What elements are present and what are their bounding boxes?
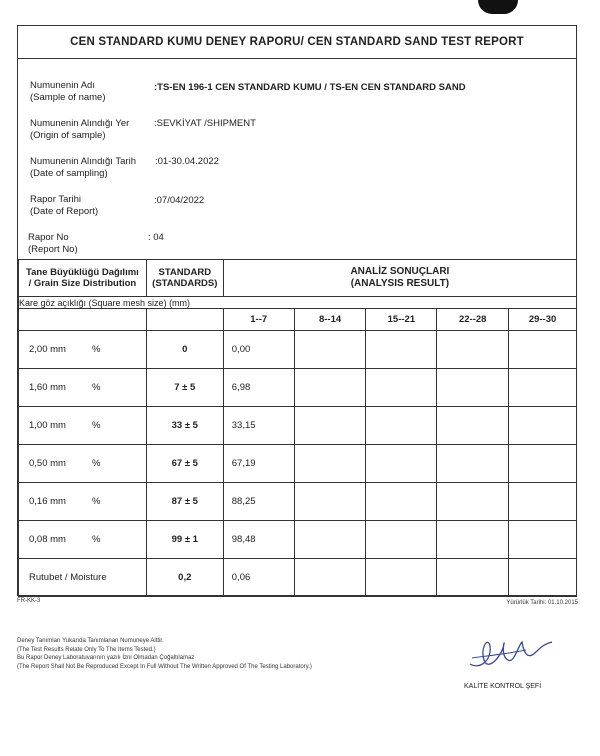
results-table	[18, 259, 577, 597]
field-origin-value: :SEVKİYAT /SHIPMENT	[154, 118, 256, 129]
standard-value: 0,2	[146, 559, 223, 597]
table-row	[19, 483, 577, 521]
grain-size-header: Tane Büyüklüğü Dağılımı / Grain Size Distribution	[19, 260, 147, 297]
company-logo	[478, 0, 518, 14]
standard-value: 99 ± 1	[146, 521, 223, 559]
result-value: 0,00	[223, 331, 294, 369]
table-row	[19, 369, 577, 407]
result-value: 6,98	[223, 369, 294, 407]
analysis-header: ANALİZ SONUÇLARI (ANALYSIS RESULT)	[223, 260, 576, 297]
table-row	[19, 559, 577, 597]
unit-label: %	[91, 496, 101, 507]
table-row	[19, 445, 577, 483]
period-header: 8--14	[294, 309, 366, 331]
unit-label: %	[91, 458, 101, 469]
period-header: 15--21	[366, 309, 437, 331]
size-label: 1,60 mm	[29, 382, 66, 393]
size-label: Rutubet / Moisture	[29, 572, 107, 583]
unit-label: %	[91, 382, 101, 393]
field-sample-name-label: Numunenin Adı (Sample of name)	[30, 80, 106, 103]
field-sampling-date-value: :01-30.04.2022	[155, 156, 219, 167]
size-label: 1,00 mm	[29, 420, 66, 431]
unit-label: %	[91, 420, 101, 431]
standard-value: 33 ± 5	[146, 407, 223, 445]
field-report-no-value: : 04	[148, 232, 164, 243]
field-sample-name-value: :TS-EN 196-1 CEN STANDARD KUMU / TS-EN CEN STANDARD SAND	[154, 82, 466, 93]
signature-icon	[466, 630, 556, 680]
standard-value: 67 ± 5	[146, 445, 223, 483]
table-row	[19, 407, 577, 445]
size-label: 0,16 mm	[29, 496, 66, 507]
result-value: 98,48	[223, 521, 294, 559]
size-label: 2,00 mm	[29, 344, 66, 355]
unit-label: %	[91, 344, 101, 355]
period-header: 22--28	[437, 309, 509, 331]
standard-header: STANDARD (STANDARDS)	[146, 260, 223, 297]
size-label: 0,50 mm	[29, 458, 66, 469]
footer-notes: Deney Tanımları Yukarıda Tanımlanan Numuneye Aittir. (The Test Results Relate Only To The Items Tested.) Bu Rapor Deney Laboratuvarının yazılı İzni Olmadan Çoğaltılamaz (The Report Shall Not Be Reproduced Except In Full Without The Written Approved Of The Testing Laboratory.)	[17, 638, 312, 670]
signature-label: KALİTE KONTROL ŞEFİ	[464, 683, 542, 690]
result-value: 0,06	[223, 559, 294, 597]
field-report-no-label: Rapor No (Report No)	[28, 232, 78, 255]
field-report-date-label: Rapor Tarihi (Date of Report)	[30, 194, 99, 217]
table-row	[19, 521, 577, 559]
mesh-size-label: Kare göz açıklığı (Square mesh size) (mm)	[19, 297, 577, 309]
period-header: 1--7	[223, 309, 294, 331]
field-origin-label: Numunenin Alındığı Yer (Origin of sample)	[30, 118, 130, 141]
standard-value: 87 ± 5	[146, 483, 223, 521]
report-title: CEN STANDARD KUMU DENEY RAPORU/ CEN STANDARD SAND TEST REPORT	[18, 26, 576, 59]
form-code: FR-KK-3	[17, 598, 41, 604]
result-value: 88,25	[223, 483, 294, 521]
table-row	[19, 331, 577, 369]
size-label: 0,08 mm	[29, 534, 66, 545]
revision-date: Yürürlük Tarihi: 01.10.2015	[506, 600, 578, 606]
field-sampling-date-label: Numunenin Alındığı Tarih (Date of sampling)	[30, 156, 136, 179]
result-value: 33,15	[223, 407, 294, 445]
standard-value: 0	[146, 331, 223, 369]
field-report-date-value: :07/04/2022	[154, 195, 205, 206]
result-value: 67,19	[223, 445, 294, 483]
unit-label: %	[91, 534, 101, 545]
period-header: 29--30	[509, 309, 577, 331]
report-frame	[17, 25, 577, 596]
standard-value: 7 ± 5	[146, 369, 223, 407]
